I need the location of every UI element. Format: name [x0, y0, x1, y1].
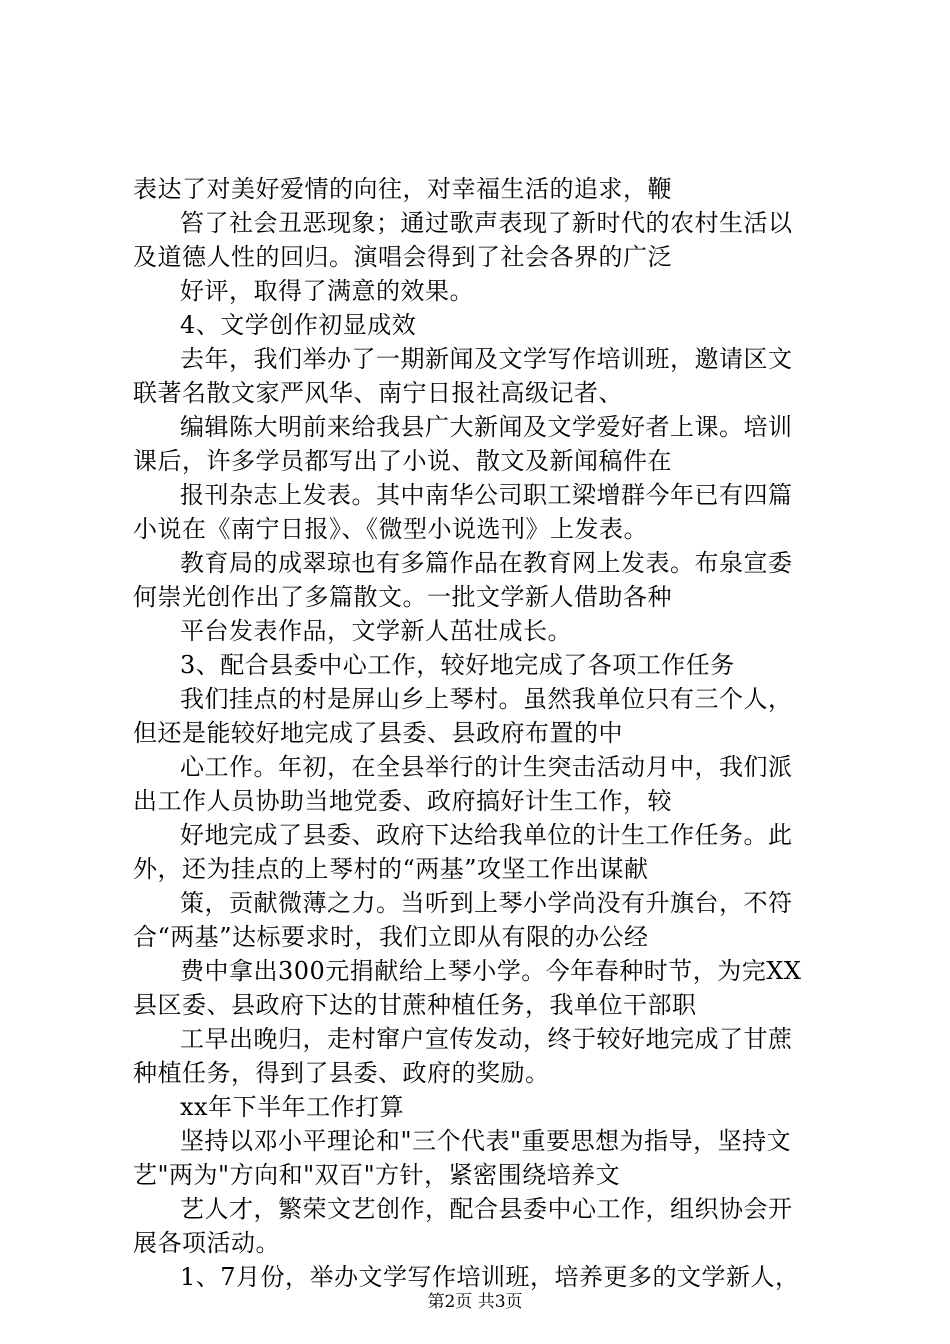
text-line: 表达了对美好爱情的向往，对幸福生活的追求，鞭	[133, 175, 672, 203]
text-line: 展各项活动。	[133, 1229, 280, 1257]
text-line: 平台发表作品，文学新人茁壮成长。	[180, 617, 572, 645]
text-line: 好地完成了县委、政府下达给我单位的计生工作任务。此	[180, 821, 793, 849]
text-line: 教育局的成翠琼也有多篇作品在教育网上发表。布泉宣委	[180, 549, 793, 577]
page-footer: 第2页 共3页	[427, 1292, 523, 1312]
text-line: 合“两基”达标要求时，我们立即从有限的办公经	[133, 923, 649, 951]
text-line: 但还是能较好地完成了县委、县政府布置的中	[133, 719, 623, 747]
text-line: 报刊杂志上发表。其中南华公司职工梁增群今年已有四篇	[180, 481, 793, 509]
text-line: 工早出晚归，走村窜户宣传发动，终于较好地完成了甘蔗	[180, 1025, 793, 1053]
text-line: 好评，取得了满意的效果。	[180, 277, 474, 305]
text-line: 外，还为挂点的上琴村的“两基”攻坚工作出谋献	[133, 855, 649, 883]
text-line: 艺"两为"方向和"双百"方针，紧密围绕培养文	[133, 1161, 621, 1189]
text-line: 心工作。年初，在全县举行的计生突击活动月中，我们派	[180, 753, 793, 781]
text-line: 艺人才，繁荣文艺创作，配合县委中心工作，组织协会开	[180, 1195, 793, 1223]
section-heading: 3、配合县委中心工作，较好地完成了各项工作任务	[180, 651, 735, 679]
text-line: 及道德人性的回归。演唱会得到了社会各界的广泛	[133, 243, 672, 271]
text-line: 种植任务，得到了县委、政府的奖励。	[133, 1059, 550, 1087]
text-line: 何崇光创作出了多篇散文。一批文学新人借助各种	[133, 583, 672, 611]
text-line: 出工作人员协助当地党委、政府搞好计生工作，较	[133, 787, 672, 815]
text-line: 联著名散文家严风华、南宁日报社高级记者、	[133, 379, 623, 407]
text-line: 县区委、县政府下达的甘蔗种植任务，我单位干部职	[133, 991, 697, 1019]
text-line: 去年，我们举办了一期新闻及文学写作培训班，邀请区文	[180, 345, 793, 373]
text-line: 费中拿出300元捐献给上琴小学。今年春种时节，为完XX	[180, 957, 802, 985]
text-line: 1、7月份，举办文学写作培训班，培养更多的文学新人，	[180, 1263, 800, 1291]
text-line: 笞了社会丑恶现象；通过歌声表现了新时代的农村生活以	[180, 209, 793, 237]
section-heading: xx年下半年工作打算	[180, 1093, 405, 1121]
text-line: 我们挂点的村是屏山乡上琴村。虽然我单位只有三个人，	[180, 685, 793, 713]
text-line: 课后，许多学员都写出了小说、散文及新闻稿件在	[133, 447, 672, 475]
text-line: 小说在《南宁日报》、《微型小说选刊》上发表。	[133, 515, 648, 543]
text-line: 坚持以邓小平理论和"三个代表"重要思想为指导，坚持文	[180, 1127, 792, 1155]
section-heading: 4、文学创作初显成效	[180, 311, 417, 339]
text-line: 编辑陈大明前来给我县广大新闻及文学爱好者上课。培训	[180, 413, 793, 441]
text-line: 策，贡献微薄之力。当听到上琴小学尚没有升旗台，不符	[180, 889, 793, 917]
